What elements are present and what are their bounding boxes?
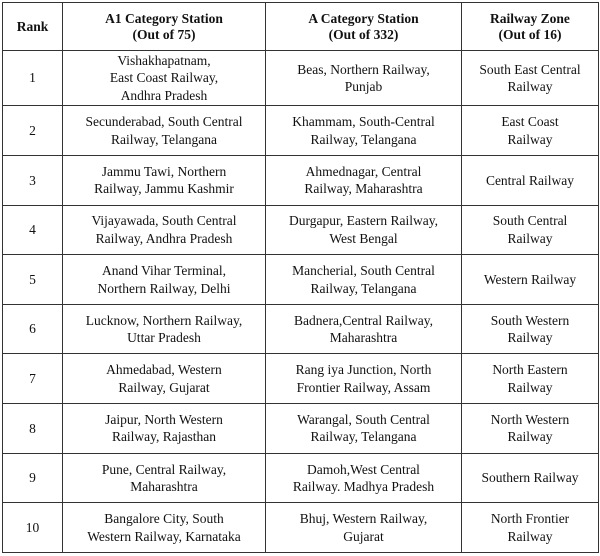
railway-zone-cell-line: Central Railway [485, 172, 575, 188]
a1-station-cell-line: Anand Vihar Terminal, [101, 263, 227, 278]
a-station-cell-line: Frontier Railway, Assam [296, 379, 431, 395]
a1-station-cell-line: Andhra Pradesh [120, 87, 208, 103]
header-rank: Rank [3, 3, 63, 51]
a-station-cell [266, 255, 462, 305]
a1-station-cell-line: Pune, Central Railway, [101, 461, 227, 477]
rank-cell: 1 [3, 51, 63, 106]
table-row [3, 304, 599, 354]
a1-station-cell-line: Vishakhapatnam, [117, 52, 211, 68]
a1-station-cell-line: Vijayawada, South Central [91, 213, 237, 229]
a-station-cell-line: Railway. Madhya Pradesh [292, 479, 435, 494]
railway-zone-cell [462, 354, 599, 404]
header-a-title: A Category Station [308, 10, 419, 26]
a-station-cell [266, 354, 462, 404]
railway-zone-cell [462, 155, 599, 205]
rank-cell: 9 [3, 453, 63, 503]
railway-zone-cell-line: Railway [507, 528, 553, 544]
rank-cell: 10 [3, 503, 63, 553]
rank-cell: 2 [3, 106, 63, 156]
a-station-cell-line: Punjab [344, 79, 383, 95]
railway-zone-cell-line: Railway [507, 230, 553, 246]
railway-zone-cell-line: South East Central [479, 61, 581, 77]
rank-cell: 5 [3, 255, 63, 305]
table-row [3, 51, 599, 106]
a-station-cell [266, 404, 462, 454]
a1-station-cell-line: Ahmedabad, Western [106, 362, 222, 378]
rank-cell: 6 [3, 304, 63, 354]
a1-station-cell-line: Railway, Gujarat [118, 379, 210, 395]
a1-station-cell-line: Railway, Rajasthan [111, 429, 217, 445]
railway-zone-cell-line: North Eastern [492, 362, 568, 378]
railway-zone-cell-line: Railway [507, 379, 553, 395]
a-station-cell [266, 51, 462, 106]
railway-zone-cell-line: East Coast [501, 114, 559, 130]
header-railway-zone [462, 3, 599, 51]
a-station-cell-line: Railway, Telangana [310, 429, 417, 445]
station-ranking-table [2, 2, 599, 553]
a1-station-cell-line: Railway, Telangana [111, 131, 217, 147]
a1-station-cell-line: Railway, Andhra Pradesh [95, 230, 233, 246]
a1-station-cell [63, 155, 266, 205]
a-station-cell-line: Maharashtra [329, 330, 398, 346]
a-station-cell-line: Railway, Telangana [310, 131, 417, 147]
a1-station-cell [63, 205, 266, 255]
railway-zone-cell-line: South Western [490, 312, 570, 328]
railway-zone-cell [462, 205, 599, 255]
railway-zone-cell-line: Railway [507, 131, 553, 147]
railway-zone-cell [462, 51, 599, 106]
a-station-cell [266, 304, 462, 354]
a1-station-cell [63, 503, 266, 553]
a-station-cell [266, 106, 462, 156]
table-row [3, 503, 599, 553]
railway-zone-cell-line: Railway [507, 429, 553, 445]
a-station-cell [266, 503, 462, 553]
railway-zone-cell [462, 404, 599, 454]
a-station-cell [266, 205, 462, 255]
a1-station-cell [63, 404, 266, 454]
a1-station-cell [63, 304, 266, 354]
a-station-cell-line: Beas, Northern Railway, [297, 61, 430, 77]
a1-station-cell [63, 51, 266, 106]
railway-zone-cell [462, 255, 599, 305]
table-row [3, 453, 599, 503]
railway-zone-cell-line: Railway [507, 330, 553, 346]
header-a1-title: A1 Category Station [105, 10, 223, 26]
a1-station-cell-line: Jammu Tawi, Northern [101, 163, 227, 179]
a-station-cell-line: Badnera,Central Railway, [294, 312, 433, 328]
railway-zone-cell [462, 503, 599, 553]
rank-cell: 3 [3, 155, 63, 205]
rank-cell: 7 [3, 354, 63, 404]
a1-station-cell-line: Western Railway, Karnataka [87, 528, 241, 544]
header-zone-subtitle: (Out of 16) [498, 26, 562, 42]
a1-station-cell [63, 255, 266, 305]
table-body [3, 51, 599, 553]
table-row [3, 155, 599, 205]
table-row [3, 354, 599, 404]
header-a1-category [63, 3, 266, 51]
header-a-category [266, 3, 462, 51]
table-row [3, 255, 599, 305]
a1-station-cell-line: Bangalore City, South [104, 511, 224, 527]
railway-zone-cell-line: Southern Railway [481, 470, 579, 486]
a-station-cell-line: Durgapur, Eastern Railway, [288, 213, 439, 229]
table-header-row [3, 3, 599, 51]
a1-station-cell [63, 106, 266, 156]
railway-zone-cell-line: North Frontier [490, 511, 570, 527]
a1-station-cell-line: East Coast Railway, [109, 70, 219, 86]
a1-station-cell-line: Secunderabad, South Central [85, 114, 243, 130]
rank-cell: 8 [3, 404, 63, 454]
table-row [3, 404, 599, 454]
a1-station-cell-line: Lucknow, Northern Railway, [85, 312, 243, 328]
railway-zone-cell [462, 106, 599, 156]
railway-zone-cell-line: Western Railway [483, 271, 577, 287]
railway-zone-cell-line: South Central [492, 213, 568, 229]
a-station-cell [266, 453, 462, 503]
a-station-cell-line: Bhuj, Western Railway, [299, 511, 428, 527]
header-a1-subtitle: (Out of 75) [132, 26, 196, 42]
a-station-cell-line: Warangal, South Central [297, 411, 430, 427]
a-station-cell [266, 155, 462, 205]
a-station-cell-line: Ahmednagar, Central [305, 163, 422, 179]
a-station-cell-line: Damoh,West Central [307, 461, 420, 477]
railway-zone-cell [462, 453, 599, 503]
railway-zone-cell-line: Railway [507, 79, 553, 95]
a-station-cell-line: Khammam, South-Central [292, 114, 435, 130]
table-row [3, 106, 599, 156]
a1-station-cell [63, 453, 266, 503]
a-station-cell-line: Gujarat [343, 528, 384, 544]
a1-station-cell-line: Maharashtra [130, 479, 198, 494]
header-a-subtitle: (Out of 332) [328, 26, 399, 42]
railway-zone-cell [462, 304, 599, 354]
a-station-cell-line: Mancherial, South Central [292, 263, 435, 278]
a-station-cell-line: Railway, Telangana [310, 280, 417, 296]
a-station-cell-line: Rang iya Junction, North [295, 362, 432, 378]
a1-station-cell-line: Jaipur, North Western [105, 411, 223, 427]
railway-zone-cell-line: North Western [490, 411, 570, 427]
a-station-cell-line: West Bengal [329, 230, 398, 246]
a1-station-cell-line: Northern Railway, Delhi [97, 280, 231, 296]
a1-station-cell [63, 354, 266, 404]
header-zone-title: Railway Zone [490, 10, 570, 26]
table-row [3, 205, 599, 255]
rank-cell: 4 [3, 205, 63, 255]
a-station-cell-line: Railway, Maharashtra [304, 181, 423, 197]
a1-station-cell-line: Uttar Pradesh [127, 330, 201, 346]
a1-station-cell-line: Railway, Jammu Kashmir [94, 181, 234, 197]
